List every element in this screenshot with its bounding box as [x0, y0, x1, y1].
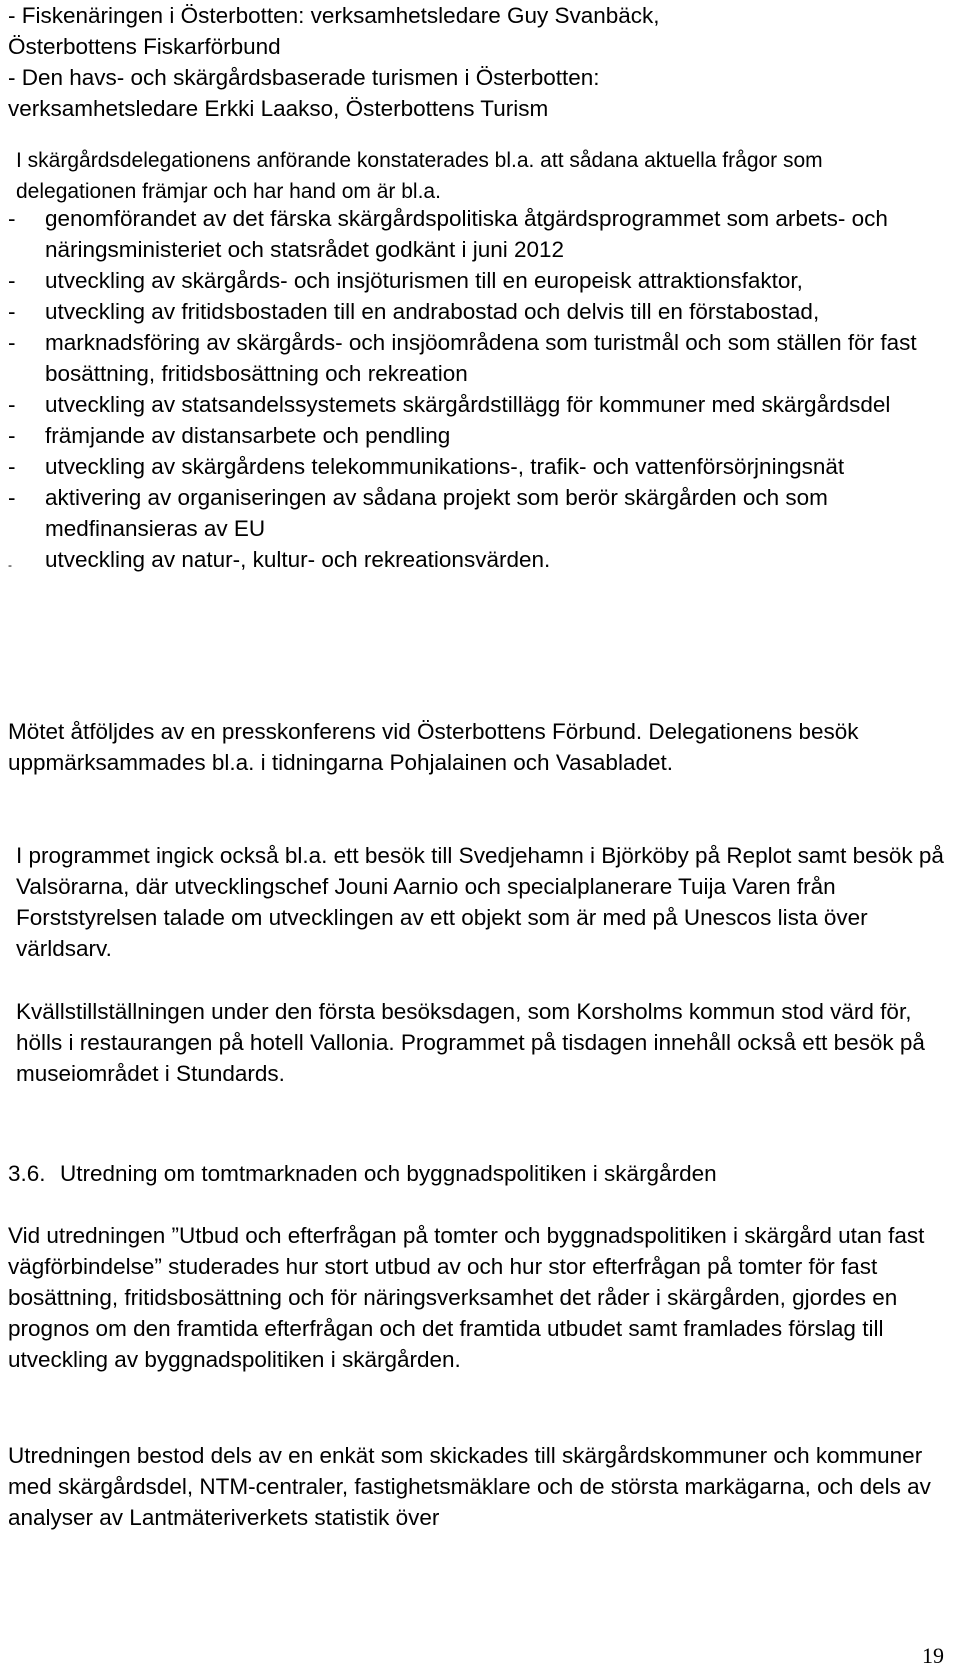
list-line: verksamhetsledare Erkki Laakso, Österbottens Turism [8, 96, 549, 121]
section-title: Utredning om tomtmarknaden och byggnadspolitiken i skärgården [60, 1161, 717, 1186]
list-item [8, 482, 938, 544]
list-item-text: utveckling av natur-, kultur- och rekreationsvärden. [45, 547, 551, 572]
list-item-text: främjande av distansarbete och pendling [45, 423, 451, 448]
list-item [8, 451, 938, 482]
list-line: - Fiskenäringen i Österbotten: verksamhetsledare Guy Svanbäck, [8, 3, 660, 28]
topics-bullet-list [8, 203, 938, 575]
press-conference-paragraph: Mötet åtföljdes av en presskonferens vid Österbottens Förbund. Delegationens besök uppmärksammades bl.a. i tidningarna Pohjalainen och Vasabladet. [8, 719, 859, 775]
list-item [8, 327, 938, 389]
bullet-dash: - [8, 268, 16, 293]
bullet-dash: - [8, 558, 12, 572]
page-number: 19 [922, 1643, 944, 1668]
section-number: 3.6. [8, 1161, 46, 1186]
list-item [8, 544, 938, 575]
evening-paragraph: Kvällstillställningen under den första besöksdagen, som Korsholms kommun stod värd för, hölls i restaurangen på hotell Vallonia. Programmet på tisdagen innehåll också ett besök på museiområdet i Stundards. [16, 999, 925, 1086]
list-item [8, 420, 938, 451]
bullet-dash: - [8, 206, 16, 231]
list-item [8, 203, 938, 265]
list-item-text: utveckling av skärgårds- och insjöturismen till en europeisk attraktionsfaktor, [45, 268, 803, 293]
program-paragraph: I programmet ingick också bl.a. ett besök till Svedjehamn i Björköby på Replot samt besök på Valsörarna, där utvecklingschef Jouni Aarnio och specialplanerare Tuija Varen från Forststyrelsen talade om utvecklingen av ett objekt som är med på Unescos lista över världsarv. [16, 843, 944, 961]
list-item-text: utveckling av skärgårdens telekommunikations-, trafik- och vattenförsörjningsnät [45, 454, 845, 479]
bullet-dash: - [8, 392, 16, 417]
list-line: - Den havs- och skärgårdsbaserade turismen i Österbotten: [8, 65, 600, 90]
study-paragraph: Vid utredningen ”Utbud och efterfrågan på tomter och byggnadspolitiken i skärgård utan fast vägförbindelse” studerades hur stort utbud av och hur stor efterfrågan på tomter för fast bosättning, fritidsbosättning och för näringsverksamhet det råder i skärgården, gjordes en prognos om den framtida efterfrågan och det framtida utbudet samt framlades förslag till utveckling av byggnadspolitiken i skärgården. [8, 1223, 925, 1372]
list-item-text: marknadsföring av skärgårds- och insjöområdena som turistmål och som ställen för fast bosättning, fritidsbosättning och rekreation [45, 330, 917, 386]
list-item-text: utveckling av fritidsbostaden till en andrabostad och delvis till en förstabostad, [45, 299, 820, 324]
bullet-dash: - [8, 330, 16, 355]
list-item [8, 296, 938, 327]
list-item-text: genomförandet av det färska skärgårdspolitiska åtgärdsprogrammet som arbets- och näringsministeriet och statsrådet godkänt i juni 2012 [45, 206, 888, 262]
intro-paragraph: I skärgårdsdelegationens anförande konstaterades bl.a. att sådana aktuella frågor som delegationen främjar och har hand om är bl.a. [16, 149, 823, 203]
bullet-dash: - [8, 485, 16, 510]
bullet-dash: - [8, 454, 16, 479]
survey-paragraph: Utredningen bestod dels av en enkät som skickades till skärgårdskommuner och kommuner med skärgårdsdel, NTM-centraler, fastighetsmäklare och de största markägarna, och dels av analyser av Lantmäteriverkets statistik över [8, 1443, 931, 1530]
list-item [8, 265, 938, 296]
list-item [8, 389, 938, 420]
list-line: Österbottens Fiskarförbund [8, 34, 281, 59]
delegation-members-list [8, 0, 938, 124]
list-item-text: aktivering av organiseringen av sådana projekt som berör skärgården och som medfinansieras av EU [45, 485, 828, 541]
bullet-dash: - [8, 423, 16, 448]
section-heading [8, 1158, 717, 1189]
bullet-dash: - [8, 299, 16, 324]
list-item-text: utveckling av statsandelssystemets skärgårdstillägg för kommuner med skärgårdsdel [45, 392, 891, 417]
